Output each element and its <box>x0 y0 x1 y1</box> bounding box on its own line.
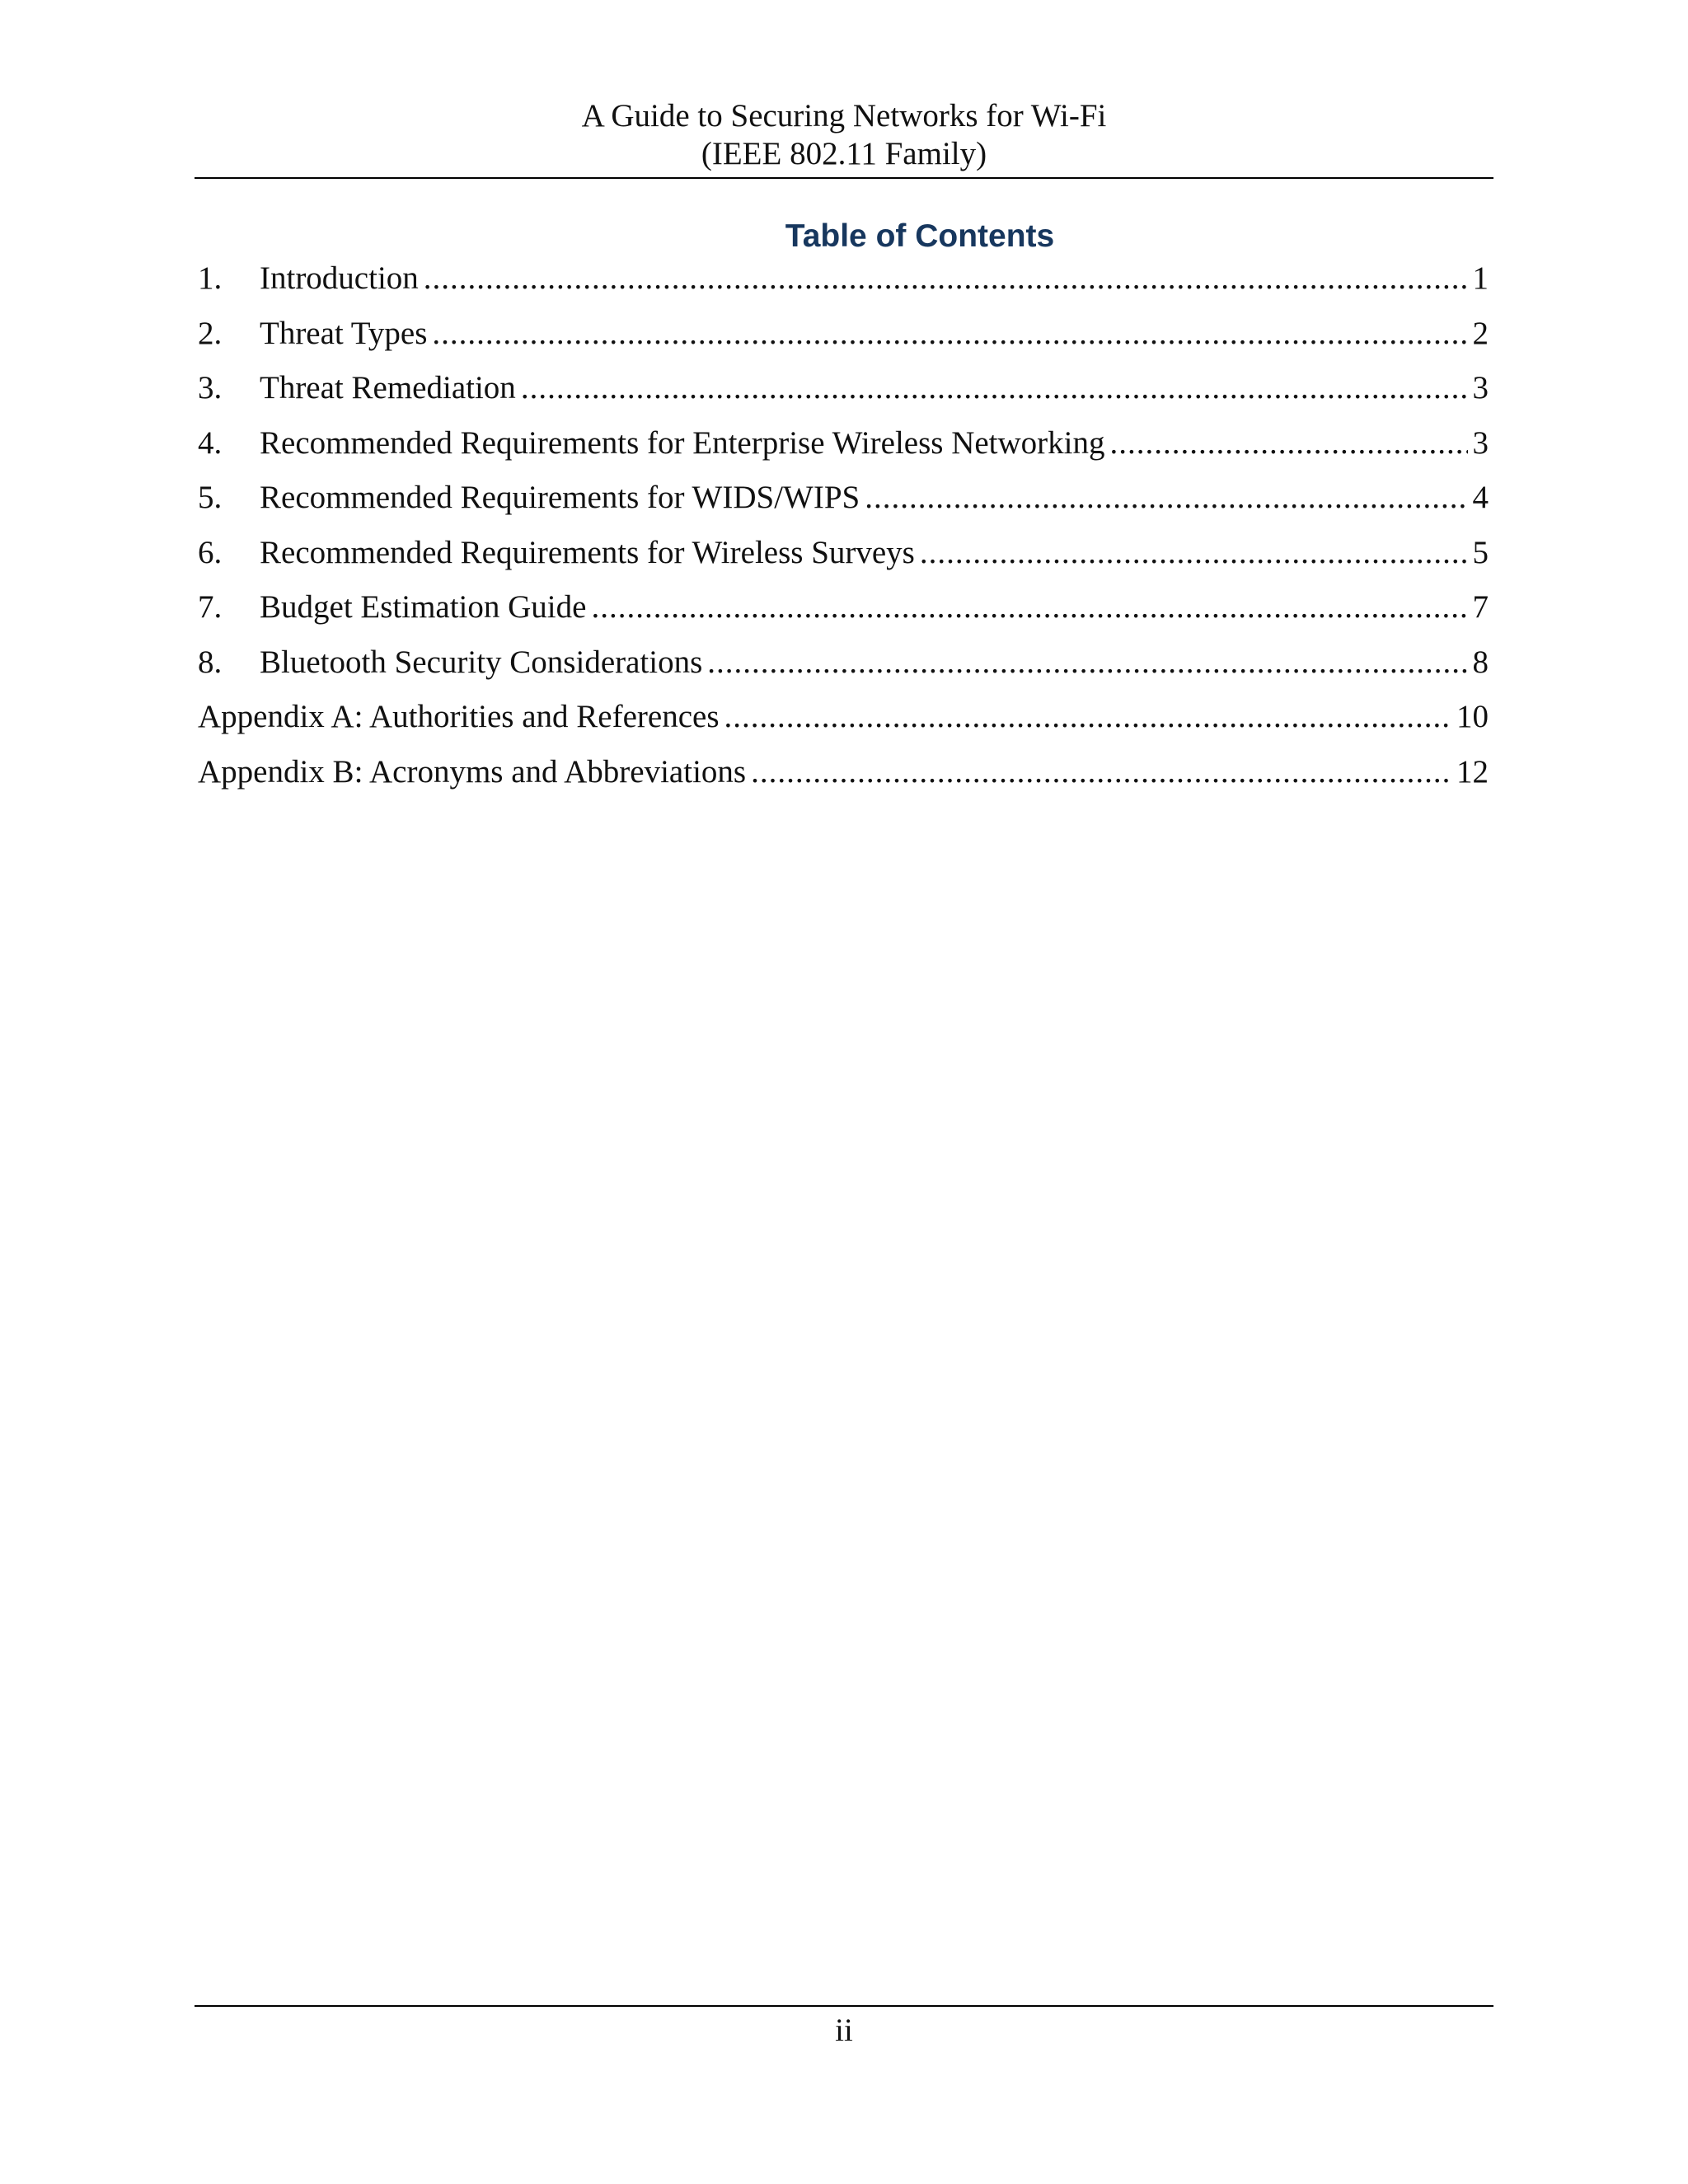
toc-title: Table of Contents <box>785 218 1055 254</box>
toc-dot-leader <box>865 475 1467 521</box>
toc-entry-number: 2. <box>198 315 223 351</box>
toc-dot-leader <box>920 530 1468 576</box>
toc-entry-number: 5. <box>198 480 223 515</box>
toc-entry-label: Threat Types <box>260 315 428 351</box>
toc-entry-wireless-surveys[interactable] <box>198 530 1489 585</box>
toc-entry-label: Appendix A: Authorities and References <box>198 699 720 734</box>
toc-dot-leader <box>591 584 1467 630</box>
toc-dot-leader <box>432 311 1467 357</box>
toc-entry-page: 5 <box>1472 534 1489 570</box>
toc-entry-number: 4. <box>198 424 223 461</box>
toc-entry-page: 3 <box>1472 370 1489 405</box>
toc-entry-number: 8. <box>198 644 223 680</box>
toc-entry-label: Appendix B: Acronyms and Abbreviations <box>198 753 747 790</box>
header-title-line2: (IEEE 802.11 Family) <box>701 136 987 171</box>
toc-entry-page: 10 <box>1456 699 1489 734</box>
toc-list <box>198 255 1489 804</box>
toc-entry-bluetooth-security[interactable] <box>198 640 1489 695</box>
toc-dot-leader <box>1110 420 1468 466</box>
footer-page-number: ii <box>835 2013 853 2048</box>
running-header <box>195 97 1493 173</box>
toc-entry-threat-types[interactable] <box>198 311 1489 366</box>
toc-entry-threat-remediation[interactable] <box>198 365 1489 420</box>
toc-entry-label: Introduction <box>260 260 419 296</box>
toc-entry-label: Recommended Requirements for WIDS/WIPS <box>260 480 860 515</box>
toc-entry-introduction[interactable] <box>198 255 1489 311</box>
toc-entry-page: 1 <box>1472 260 1489 296</box>
toc-entry-label: Threat Remediation <box>260 370 516 405</box>
toc-dot-leader <box>424 255 1468 302</box>
toc-entry-page: 7 <box>1472 589 1489 625</box>
toc-entry-page: 4 <box>1472 480 1489 515</box>
toc-entry-wids-wips-requirements[interactable] <box>198 475 1489 530</box>
toc-entry-label: Recommended Requirements for Enterprise Wireless Networking <box>260 424 1105 461</box>
toc-entry-number: 3. <box>198 370 223 405</box>
toc-entry-number: 6. <box>198 534 223 570</box>
toc-entry-page: 8 <box>1472 644 1489 680</box>
toc-entry-label: Budget Estimation Guide <box>260 589 587 625</box>
toc-entry-budget-estimation[interactable] <box>198 584 1489 640</box>
toc-entry-enterprise-requirements[interactable] <box>198 420 1489 476</box>
toc-entry-appendix-b[interactable] <box>198 749 1489 804</box>
toc-entry-page: 3 <box>1472 424 1489 461</box>
toc-entry-number: 7. <box>198 589 223 625</box>
toc-entry-number: 1. <box>198 260 223 296</box>
toc-entry-label: Recommended Requirements for Wireless Surveys <box>260 534 915 570</box>
toc-dot-leader <box>724 694 1451 740</box>
footer-rule <box>195 2005 1493 2007</box>
toc-entry-appendix-a[interactable] <box>198 694 1489 749</box>
toc-entry-page: 12 <box>1456 753 1489 790</box>
toc-entry-label: Bluetooth Security Considerations <box>260 644 703 680</box>
header-title-line1: A Guide to Securing Networks for Wi-Fi <box>581 98 1107 134</box>
toc-entry-page: 2 <box>1472 315 1489 351</box>
header-rule <box>195 177 1493 179</box>
toc-dot-leader <box>707 640 1467 686</box>
toc-dot-leader <box>751 749 1451 795</box>
toc-dot-leader <box>521 365 1468 411</box>
